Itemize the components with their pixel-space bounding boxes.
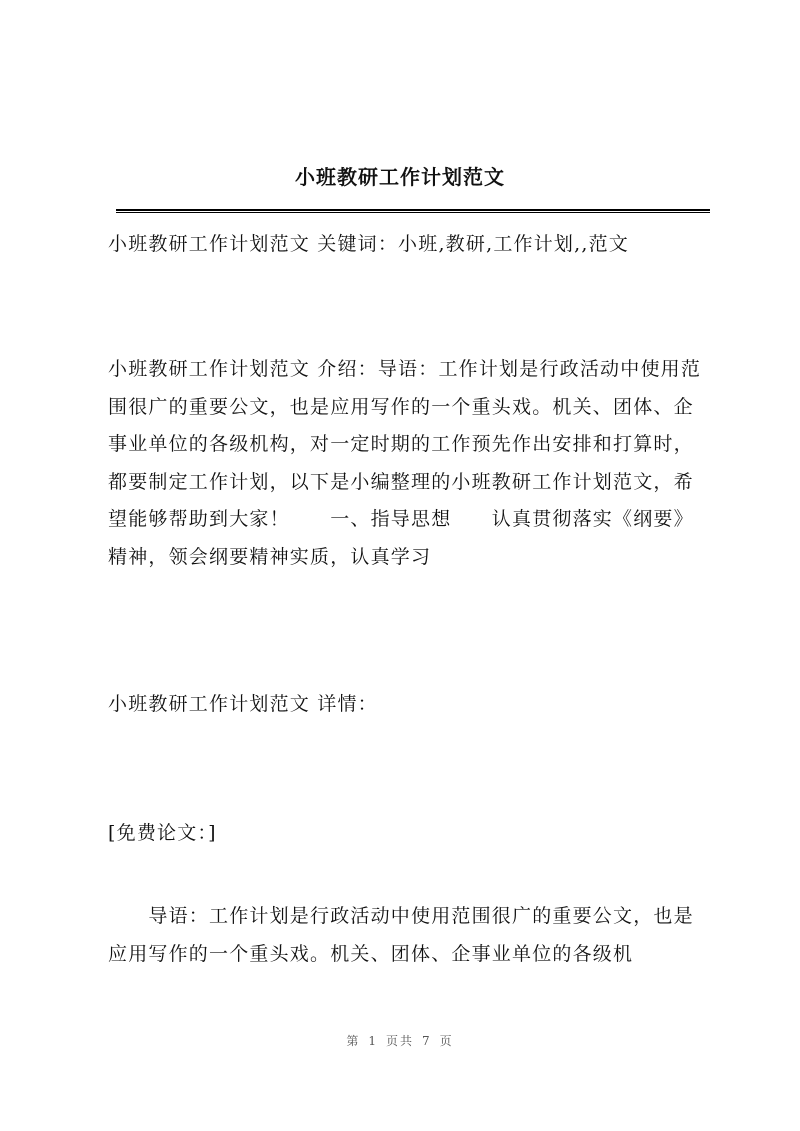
footer-page-suffix: 页: [439, 1034, 454, 1048]
footer-current-page: 1: [368, 1034, 378, 1048]
details-heading: 小班教研工作计划范文 详情：: [108, 693, 378, 715]
footer-page-mid: 页共: [385, 1034, 414, 1048]
free-paper-label: [免费论文：]: [108, 822, 217, 844]
page-title: 小班教研工作计划范文: [295, 165, 505, 189]
page-footer: [0, 1032, 800, 1050]
intro-paragraph: 小班教研工作计划范文 介绍：导语：工作计划是行政活动中使用范围很广的重要公文，也是应用写作的一个重头戏。机关、团体、企事业单位的各级机构，对一定时期的工作预先作出安排和打算时，都要制定工作计划，以下是小编整理的小班教研工作计划范文，希望能够帮助到大家！ 一、指导思想 认真贯彻落实《纲要》精神，领会纲要精神实质，认真学习: [108, 358, 702, 568]
title-divider: [116, 209, 710, 213]
footer-total-pages: 7: [422, 1034, 432, 1048]
body-paragraph: 导语：工作计划是行政活动中使用范围很广的重要公文，也是应用写作的一个重头戏。机关、团体、企事业单位的各级机: [108, 905, 694, 965]
footer-page-prefix: 第: [346, 1034, 361, 1048]
keywords-line: 小班教研工作计划范文 关键词：小班,教研,工作计划,,范文: [108, 233, 629, 255]
